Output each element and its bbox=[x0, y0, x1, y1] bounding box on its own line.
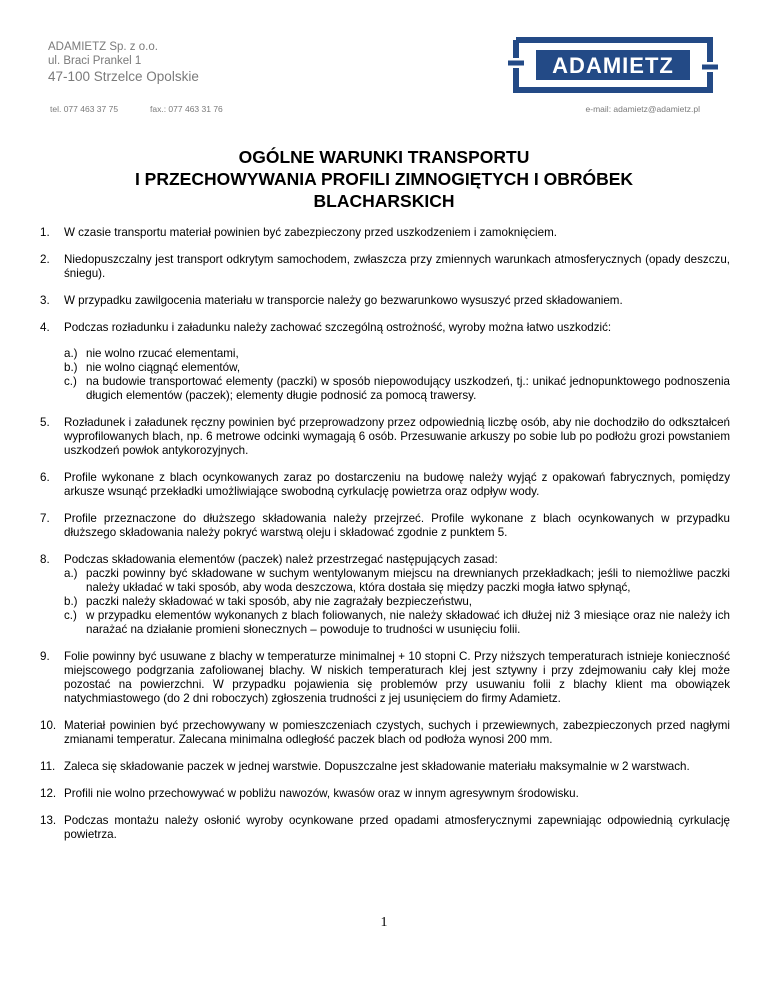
list-item bbox=[40, 253, 730, 281]
item-text: W przypadku zawilgocenia materiału w transporcie należy go bezwarunkowo wysuszyć przed składowaniem. bbox=[64, 294, 623, 307]
item-text: Materiał powinien być przechowywany w pomieszczeniach czystych, suchych i przewiewnych, zabezpieczonych przed nagłymi zmianami temperatur. Zalecana minimalna odległość paczek blach od podłoża wynosi 200 mm. bbox=[64, 719, 730, 746]
adamietz-logo bbox=[506, 36, 720, 94]
list-item bbox=[40, 471, 730, 499]
list-item bbox=[40, 553, 730, 637]
item-number: 9. bbox=[40, 650, 50, 663]
item-number: 6. bbox=[40, 471, 50, 484]
item-number: 13. bbox=[40, 814, 57, 827]
item-text: W czasie transportu materiał powinien być zabezpieczony przed uszkodzeniem i zamoknięciem. bbox=[64, 226, 557, 239]
item-text: Zaleca się składowanie paczek w jednej warstwie. Dopuszczalne jest składowanie materiału maksymalnie w 2 warstwach. bbox=[64, 760, 690, 773]
item-body bbox=[64, 294, 730, 308]
list-item bbox=[40, 650, 730, 706]
item-number: 8. bbox=[40, 553, 50, 566]
sub-item-text: nie wolno ciągnąć elementów, bbox=[86, 361, 241, 374]
item-text: Profile przeznaczone do dłuższego składowania należy przejrzeć. Profile wykonane z blach ocynkowanych w przypadku dłuższego składowania należy pokryć warstwą oleju i składować zgodnie z punktem 5. bbox=[64, 512, 730, 539]
item-body bbox=[64, 321, 730, 403]
item-number: 12. bbox=[40, 787, 57, 800]
sub-item-text: w przypadku elementów wykonanych z blach foliowanych, nie należy składować ich dłużej niż 3 miesiące oraz nie należy ich narażać na działanie promieni słonecznych – powoduje to trudności w usunięciu folii. bbox=[86, 609, 730, 636]
item-number: 3. bbox=[40, 294, 50, 307]
sub-item-letter: a.) bbox=[64, 567, 78, 580]
document-title bbox=[0, 146, 768, 212]
conditions-list bbox=[40, 226, 730, 855]
list-item bbox=[40, 760, 730, 774]
item-text: Profile wykonane z blach ocynkowanych zaraz po dostarczeniu na budowę należy wyjąć z opakowań fabrycznych, pomiędzy arkusze wsunąć przekładki umożliwiające swobodną cyrkulację powietrza oraz odpływ wody. bbox=[64, 471, 730, 498]
sub-item bbox=[64, 595, 730, 609]
title-line: BLACHARSKICH bbox=[313, 191, 455, 211]
phone-number: tel. 077 463 37 75 bbox=[50, 104, 119, 114]
item-text: Niedopuszczalny jest transport odkrytym samochodem, zwłaszcza przy zmiennych warunkach atmosferycznych (opady deszczu, śniegu). bbox=[64, 253, 730, 280]
sub-item bbox=[64, 609, 730, 637]
item-body bbox=[64, 416, 730, 458]
svg-text:ADAMIETZ: ADAMIETZ bbox=[552, 53, 674, 78]
item-text: Folie powinny być usuwane z blachy w temperaturze minimalnej + 10 stopni C. Przy niższych temperaturach istnieje konieczność miejscowego podgrzania zafoliowanej blachy. W niskich temperaturach klej jest sztywny i przy zdejmowaniu cały klej może pozostać na powierzchni. W przypadku pojawienia się problemów przy usuwaniu folii z blachy klient ma obowiązek natychmiastowego (do 2 dni roboczych) zgłoszenia trudności z jej usunięciem do firmy Adamietz. bbox=[64, 650, 730, 705]
item-body bbox=[64, 760, 730, 774]
company-address bbox=[48, 40, 199, 86]
list-item bbox=[40, 294, 730, 308]
item-body bbox=[64, 719, 730, 747]
title-line: OGÓLNE WARUNKI TRANSPORTU bbox=[238, 147, 530, 167]
sub-item-text: na budowie transportować elementy (paczki) w sposób niepowodujący uszkodzeń, tj.: unikać jednopunktowego podnoszenia długich elementów (paczek); elementy długie podnosić za pomocą trawersy. bbox=[86, 375, 730, 402]
item-body bbox=[64, 787, 730, 801]
item-body bbox=[64, 512, 730, 540]
sub-item bbox=[64, 567, 730, 595]
item-number: 4. bbox=[40, 321, 50, 334]
item-text: Podczas rozładunku i załadunku należy zachować szczególną ostrożność, wyroby można łatwo uszkodzić: bbox=[64, 321, 612, 334]
list-item bbox=[40, 321, 730, 403]
company-name: ADAMIETZ Sp. z o.o. bbox=[48, 41, 158, 53]
sub-item-letter: c.) bbox=[64, 609, 77, 622]
item-number: 5. bbox=[40, 416, 50, 429]
item-body bbox=[64, 553, 730, 637]
sub-list bbox=[64, 347, 730, 403]
sub-item-letter: c.) bbox=[64, 375, 77, 388]
item-number: 2. bbox=[40, 253, 50, 266]
item-body bbox=[64, 253, 730, 281]
sub-item-text: paczki powinny być składowane w suchym wentylowanym miejscu na drewnianych przekładkach; jeśli to niemożliwe paczki należy układać w taki sposób, aby woda deszczowa, która dostała się między paczki mogła łatwo spłynąć, bbox=[86, 567, 730, 594]
item-body bbox=[64, 471, 730, 499]
list-item bbox=[40, 787, 730, 801]
company-city: 47-100 Strzelce Opolskie bbox=[48, 69, 199, 84]
sub-item bbox=[64, 361, 730, 375]
list-item bbox=[40, 719, 730, 747]
item-text: Podczas składowania elementów (paczek) należ przestrzegać następujących zasad: bbox=[64, 553, 498, 566]
page-number: 1 bbox=[380, 915, 388, 930]
title-line: I PRZECHOWYWANIA PROFILI ZIMNOGIĘTYCH I OBRÓBEK bbox=[134, 169, 634, 189]
sub-item bbox=[64, 347, 730, 361]
sub-item-letter: a.) bbox=[64, 347, 78, 360]
item-text: Podczas montażu należy osłonić wyroby ocynkowane przed opadami atmosferycznymi zapewniając odpowiednią cyrkulację powietrza. bbox=[64, 814, 730, 841]
item-number: 11. bbox=[40, 760, 56, 773]
sub-item-letter: b.) bbox=[64, 595, 78, 608]
item-number: 10. bbox=[40, 719, 57, 732]
sub-list bbox=[64, 567, 730, 637]
item-text: Profili nie wolno przechowywać w pobliżu nawozów, kwasów oraz w innym agresywnym środowisku. bbox=[64, 787, 579, 800]
item-body bbox=[64, 650, 730, 706]
sub-item bbox=[64, 375, 730, 403]
sub-item-letter: b.) bbox=[64, 361, 78, 374]
list-item bbox=[40, 416, 730, 458]
fax-number: fax.: 077 463 31 76 bbox=[150, 104, 223, 114]
item-text: Rozładunek i załadunek ręczny powinien być przeprowadzony przez odpowiednią liczbę osób, aby nie dochodziło do odkształceń wyprofilowanych blach, np. 6 metrowe odcinki wymagają 6 osób. Przesuwanie arkuszy po sobie lub po podłożu grozi powstaniem uszkodzeń powłok antykorozyjnych. bbox=[64, 416, 730, 457]
item-number: 7. bbox=[40, 512, 50, 525]
item-body bbox=[64, 226, 730, 240]
sub-item-text: paczki należy składować w taki sposób, aby nie zagrażały bezpieczeństwu, bbox=[86, 595, 473, 608]
list-item bbox=[40, 226, 730, 240]
item-number: 1. bbox=[40, 226, 50, 239]
item-body bbox=[64, 814, 730, 842]
list-item bbox=[40, 512, 730, 540]
sub-item-text: nie wolno rzucać elementami, bbox=[86, 347, 239, 360]
list-item bbox=[40, 814, 730, 842]
company-street: ul. Braci Prankel 1 bbox=[48, 55, 142, 67]
email-address: e-mail: adamietz@adamietz.pl bbox=[585, 104, 700, 114]
